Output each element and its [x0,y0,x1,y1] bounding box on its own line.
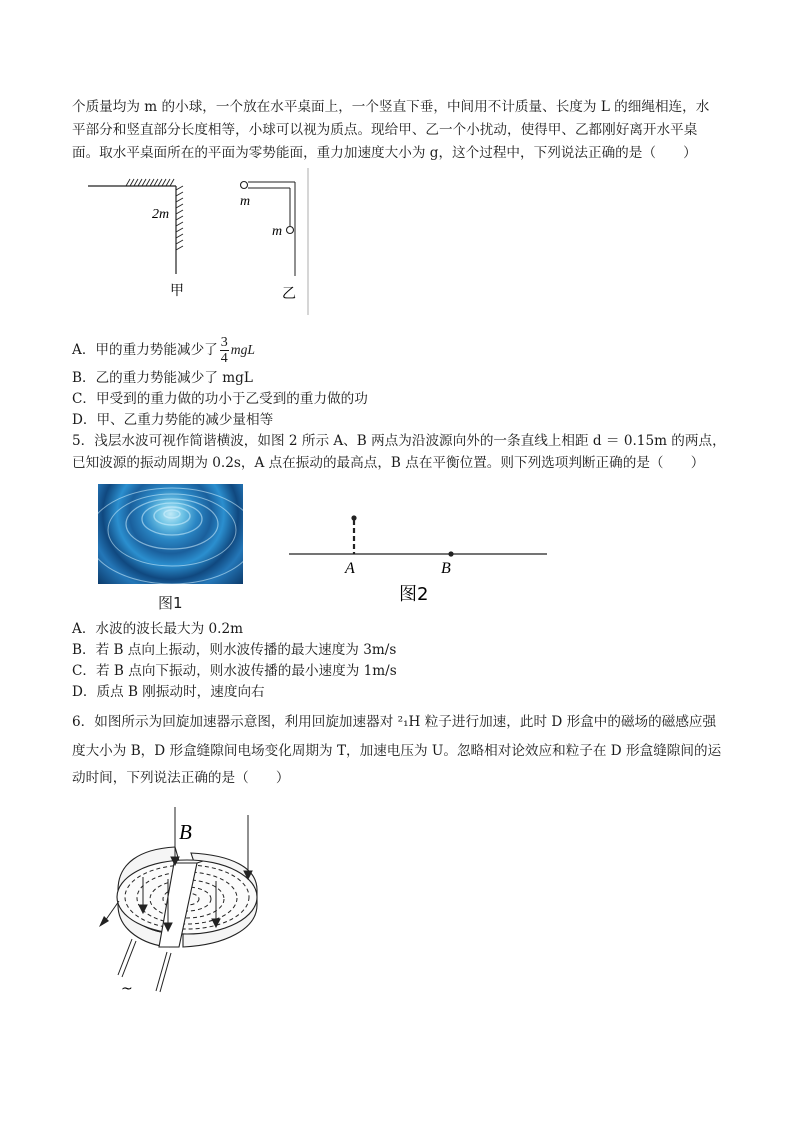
q6-stem-line-2: 度大小为 B，D 形盒缝隙间电场变化周期为 T，加速电压为 U。忽略相对论效应和粒子在 D 形盒缝隙间的运 [72,743,722,759]
cyclotron-diagram [85,805,285,1005]
label-2m: 2m [152,207,170,222]
point-a-label: A [345,560,355,577]
q5-option-a: A．水波的波长最大为 0.2m [72,621,243,637]
ripple-rings [98,484,243,584]
q4-option-c: C．甲受到的重力做的功小于乙受到的重力做的功 [72,391,368,407]
q6-stem-line-3: 动时间，下列说法正确的是（ ） [72,770,290,786]
water-ripple-photo [98,484,243,584]
figure-1-caption: 图1 [158,594,183,612]
q4-stem-line-2: 平部分和竖直部分长度相等，小球可以视为质点。现给甲、乙一个小扰动，使得甲、乙都刚好离开水平桌 [72,122,698,138]
caption-jia: 甲 [170,283,184,299]
fraction-3-4 [220,335,229,366]
caption-yi: 乙 [282,286,296,302]
q5-stem-line-2: 已知波源的振动周期为 0.2s，A 点在振动的最高点，B 点在平衡位置。则下列选项判断正确的是（ ） [72,455,705,471]
label-m-ball-1: m [240,194,251,209]
fraction-denominator: 4 [220,351,228,366]
q5-option-c: C．若 B 点向下振动，则水波传播的最小速度为 1m/s [72,663,397,679]
q4-option-a-suffix: mgL [230,342,255,357]
q5-stem-line-1: 5．浅层水波可视作简谐横波，如图 2 所示 A、B 两点为沿波源向外的一条直线上相距 d ＝ 0.15m 的两点， [72,433,726,449]
q4-figure-yi [240,168,308,315]
point-b-label: B [441,560,451,577]
q4-figure [80,160,320,320]
magnetic-field-label: B [179,820,192,844]
ac-source-symbol: ~ [121,981,133,997]
q4-option-a-prefix: A．甲的重力势能减少了 [72,342,218,358]
q6-stem-line-1: 6．如图所示为回旋加速器示意图，利用回旋加速器对 ²₁H 粒子进行加速，此时 D 形盒中的磁场的磁感应强 [72,714,717,730]
q5-figure-2 [285,508,550,608]
q4-stem-line-3: 面。取水平桌面所在的平面为零势能面，重力加速度大小为 g，这个过程中，下列说法正确的是（ ） [72,145,697,161]
q4-option-a [72,335,255,366]
fraction-numerator: 3 [220,335,228,350]
q4-figure-jia [88,179,184,299]
q5-option-b: B．若 B 点向上振动，则水波传播的最大速度为 3m/s [72,642,397,658]
point-a-crest-dot [351,515,356,520]
figure-2-caption: 图2 [399,584,429,605]
q4-option-b: B．乙的重力势能减少了 mgL [72,370,253,386]
q4-option-d: D．甲、乙重力势能的减少量相等 [72,412,274,428]
point-b-dot [448,551,453,556]
q4-stem-line-1: 个质量均为 m 的小球，一个放在水平桌面上，一个竖直下垂，中间用不计质量、长度为 L 的细绳相连，水 [72,99,710,115]
label-m-ball-2: m [272,224,283,239]
q5-option-d: D．质点 B 刚振动时，速度向右 [72,684,265,700]
